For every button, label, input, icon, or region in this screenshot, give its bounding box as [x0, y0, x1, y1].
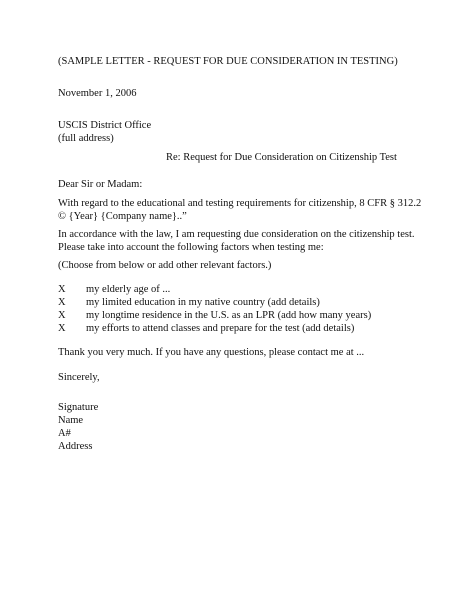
closing: Sincerely, [58, 372, 100, 383]
letter-date: November 1, 2006 [58, 88, 137, 99]
recipient-office: USCIS District Office [58, 120, 152, 131]
instruction-paragraph: (Choose from below or add other relevant factors.) [58, 260, 272, 271]
factor-text: my longtime residence in the U.S. as an LPR (add how many years) [86, 310, 372, 321]
closing-paragraph: Thank you very much. If you have any questions, please contact me at ... [58, 347, 365, 358]
address-line: Address [58, 441, 93, 452]
salutation: Dear Sir or Madam: [58, 179, 143, 190]
factor-text: my elderly age of ... [86, 284, 171, 295]
factor-item [58, 309, 418, 322]
recipient-address: (full address) [58, 133, 114, 144]
subject-line: Re: Request for Due Consideration on Citizenship Test [166, 152, 397, 163]
factor-text: my efforts to attend classes and prepare for the test (add details) [86, 323, 355, 334]
signature-line: Signature [58, 402, 99, 413]
regulation-paragraph: With regard to the educational and testing requirements for citizenship, 8 CFR § 312.2 © {Year} {Company name}..” [58, 198, 422, 222]
factor-marker: X [58, 297, 66, 308]
factor-item [58, 283, 418, 296]
factor-marker: X [58, 323, 66, 334]
letter-title: (SAMPLE LETTER - REQUEST FOR DUE CONSIDERATION IN TESTING) [58, 56, 398, 67]
factor-text: my limited education in my native country (add details) [86, 297, 320, 308]
name-line: Name [58, 415, 84, 426]
factor-item [58, 296, 418, 309]
alien-number-line: A# [58, 428, 71, 439]
factor-marker: X [58, 310, 66, 321]
factor-item [58, 322, 418, 335]
request-paragraph: In accordance with the law, I am requesting due consideration on the citizenship test. Please take into account the following factors when testing me: [58, 229, 415, 253]
factor-marker: X [58, 284, 66, 295]
